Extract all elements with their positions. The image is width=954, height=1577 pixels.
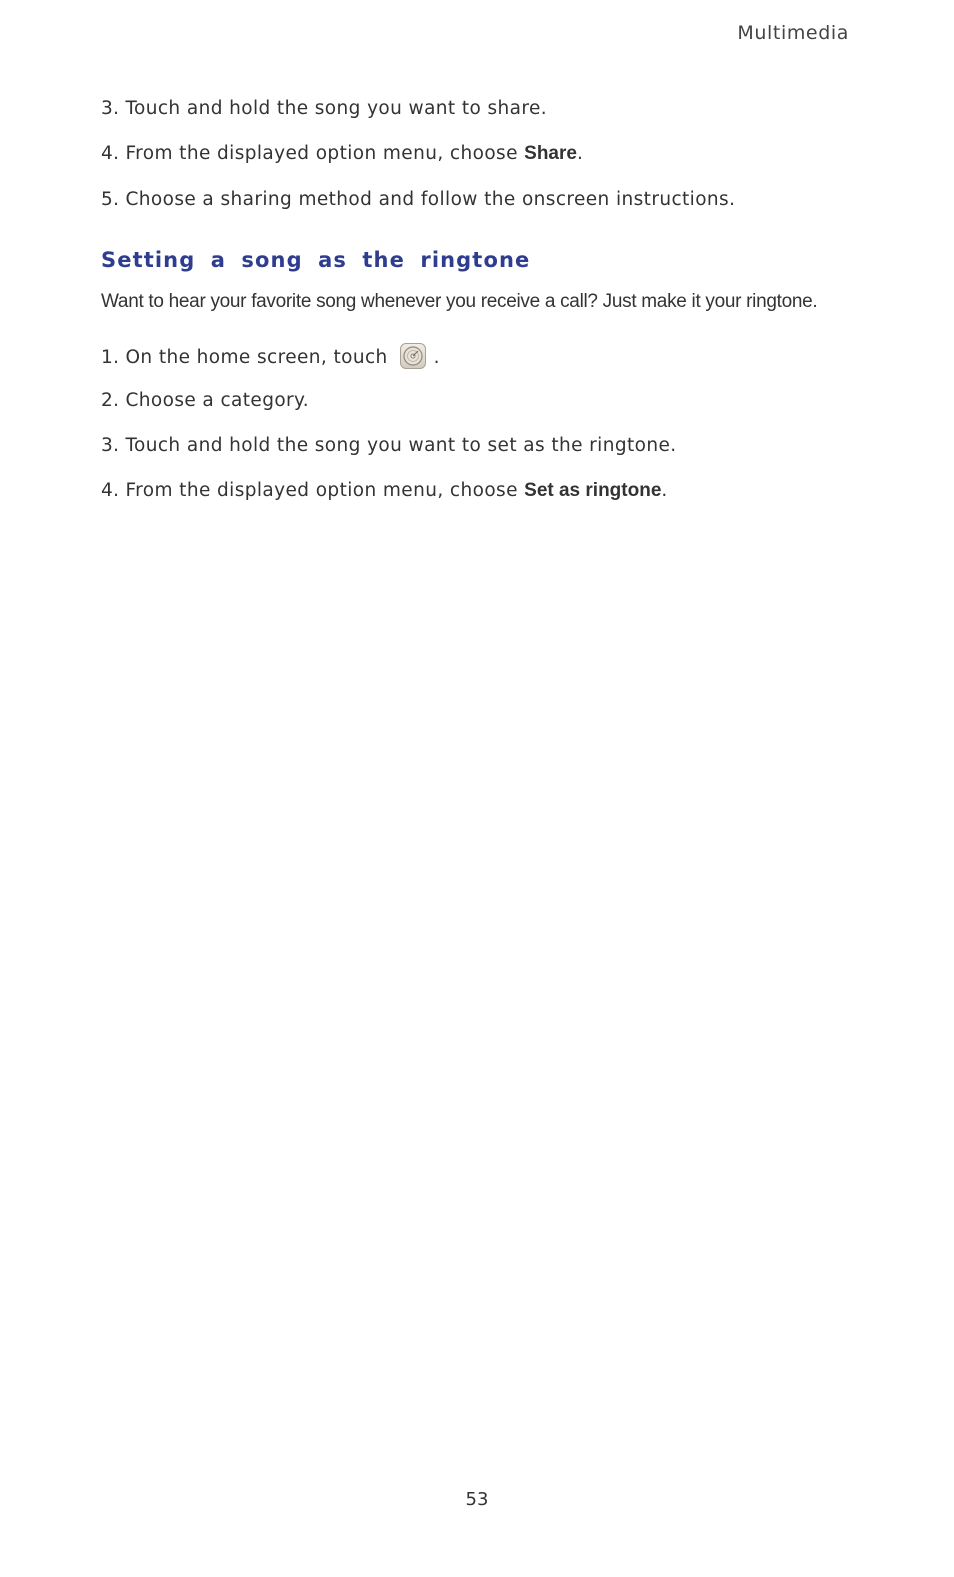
set-as-ringtone-option-label: Set as ringtone bbox=[524, 480, 662, 501]
step-text: Touch and hold the song you want to set as the ringtone. bbox=[125, 435, 677, 456]
share-step-4 bbox=[101, 141, 583, 167]
step-number: 4. bbox=[101, 143, 120, 164]
ringtone-step-3 bbox=[101, 433, 677, 459]
step-text-end: . bbox=[433, 347, 440, 368]
step-text-end: . bbox=[576, 143, 584, 164]
step-text: Choose a sharing method and follow the onscreen instructions. bbox=[125, 189, 736, 210]
step-number: 5. bbox=[101, 189, 120, 210]
step-text-end: . bbox=[661, 480, 668, 501]
section-intro: Want to hear your favorite song whenever you receive a call? Just make it your ringtone. bbox=[101, 291, 818, 312]
share-step-3 bbox=[101, 96, 547, 122]
step-text: From the displayed option menu, choose bbox=[125, 143, 525, 164]
step-number: 4. bbox=[101, 480, 120, 501]
step-text: On the home screen, touch bbox=[125, 347, 388, 368]
step-text: Touch and hold the song you want to share. bbox=[125, 98, 548, 119]
ringtone-step-2 bbox=[101, 388, 309, 414]
ringtone-step-1 bbox=[101, 343, 440, 371]
step-number: 2. bbox=[101, 390, 120, 411]
step-text: From the displayed option menu, choose bbox=[125, 480, 525, 501]
step-text: Choose a category. bbox=[125, 390, 310, 411]
share-option-label: Share bbox=[524, 143, 577, 164]
step-number: 3. bbox=[101, 435, 120, 456]
page-number: 53 bbox=[465, 1489, 489, 1510]
ringtone-step-4 bbox=[101, 478, 668, 504]
running-header: Multimedia bbox=[737, 22, 849, 44]
step-number: 1. bbox=[101, 347, 120, 368]
music-app-icon bbox=[400, 343, 426, 369]
step-number: 3. bbox=[101, 98, 120, 119]
share-step-5 bbox=[101, 187, 735, 213]
section-heading: Setting a song as the ringtone bbox=[101, 248, 531, 272]
